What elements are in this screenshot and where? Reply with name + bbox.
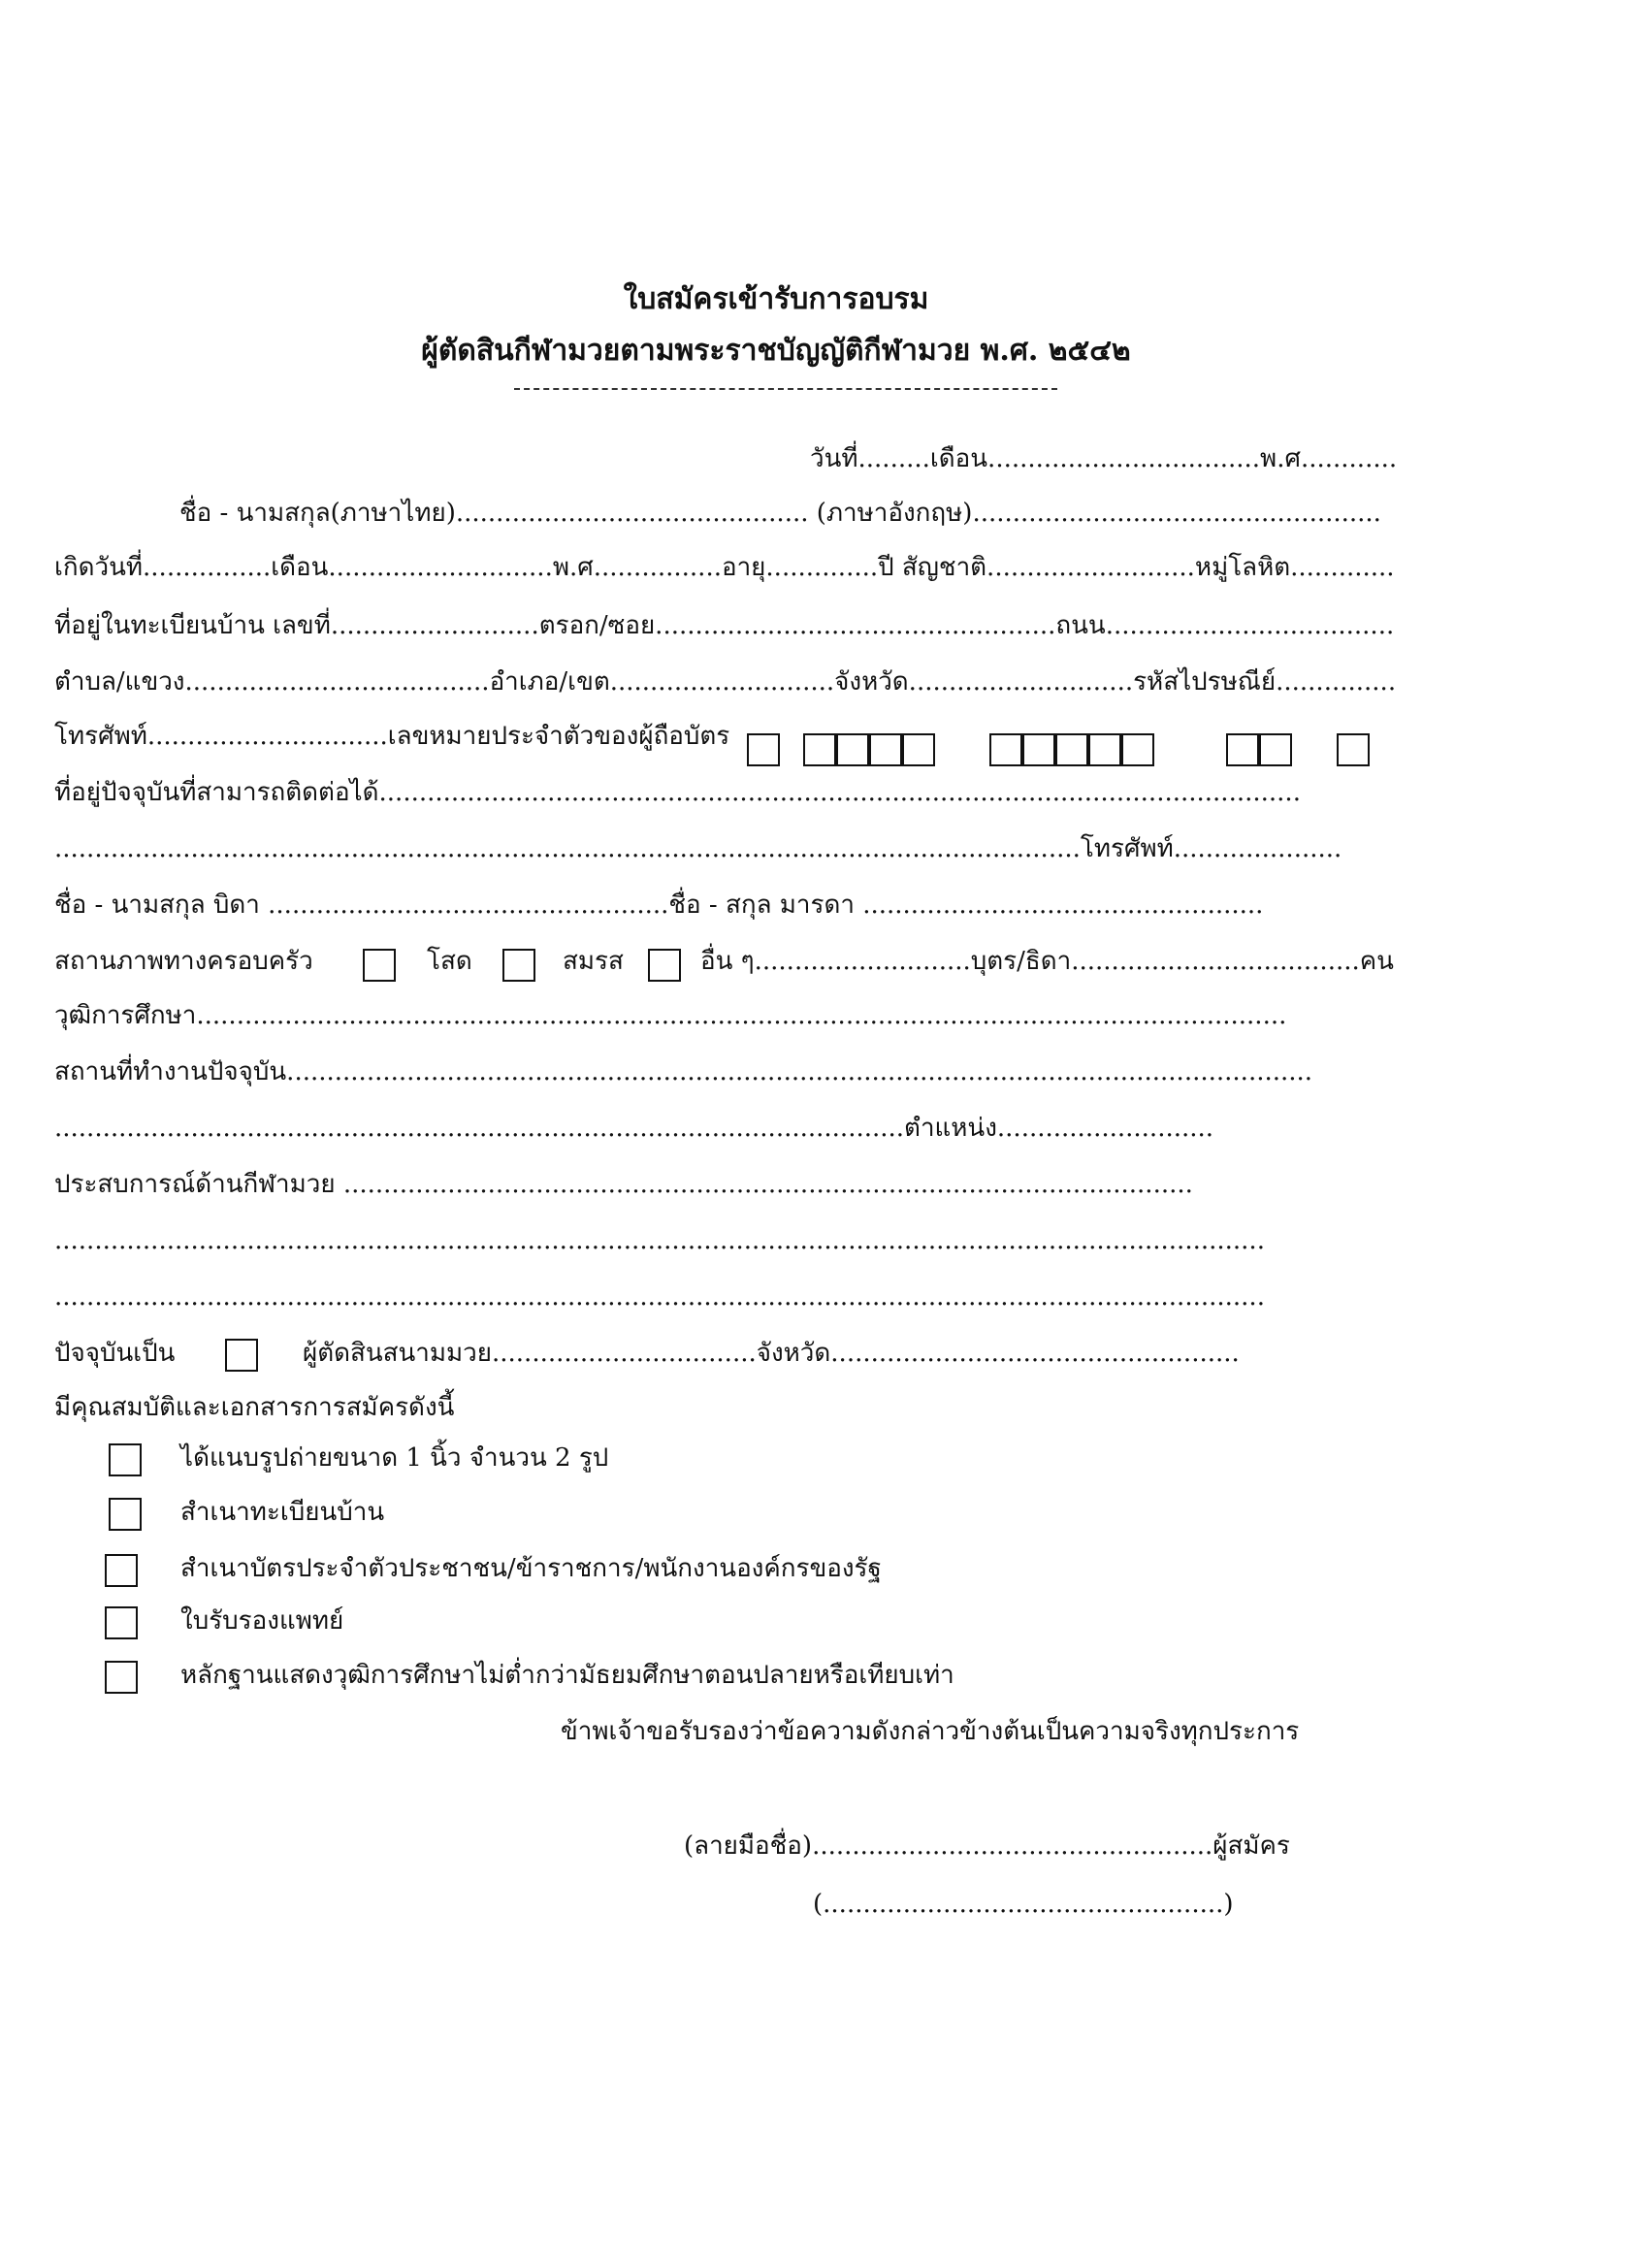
certification-statement: ข้าพเจ้าขอรับรองว่าข้อความดังกล่าวข้างต้นเป็นความจริงทุกประการ bbox=[561, 1717, 1300, 1746]
phone-id-line[interactable]: โทรศัพท์..............................เลขหมายประจำตัวของผู้ถือบัตร bbox=[54, 722, 730, 751]
id-digit-box[interactable] bbox=[1226, 733, 1259, 766]
signature-name-line[interactable]: (..................................................) bbox=[813, 1890, 1234, 1919]
marital-single-label: โสด bbox=[427, 947, 472, 976]
current-referee-line[interactable]: ผู้ตัดสินสนามมวย.................................จังหวัด................................................... bbox=[303, 1339, 1240, 1368]
document-medical-certificate-label: ใบรับรองแพทย์ bbox=[180, 1606, 344, 1636]
education-line[interactable]: วุฒิการศึกษา........................................................................................................................................ bbox=[54, 1001, 1287, 1030]
id-digit-box[interactable] bbox=[989, 733, 1022, 766]
document-house-registration-label: สำเนาทะเบียนบ้าน bbox=[180, 1498, 385, 1527]
current-role-label: ปัจจุบันเป็น bbox=[54, 1339, 176, 1368]
parents-line[interactable]: ชื่อ - นามสกุล บิดา ..................................................ชื่อ - สกุล มารดา .................................................. bbox=[54, 891, 1264, 920]
id-digit-box[interactable] bbox=[1259, 733, 1292, 766]
birth-line[interactable]: เกิดวันที่................เดือน............................พ.ศ................อายุ..............ปี สัญชาติ..........................หมู่โลหิต............. bbox=[54, 553, 1395, 582]
document-photo-label: ได้แนบรูปถ่ายขนาด 1 นิ้ว จำนวน 2 รูป bbox=[180, 1443, 609, 1473]
id-digit-box[interactable] bbox=[803, 733, 836, 766]
title-divider bbox=[514, 388, 1057, 390]
contact-phone-line[interactable]: ................................................................................................................................โทรศัพท์..................... bbox=[54, 834, 1342, 863]
id-digit-box[interactable] bbox=[1337, 733, 1370, 766]
current-referee-checkbox[interactable] bbox=[225, 1339, 258, 1372]
marital-married-checkbox[interactable] bbox=[502, 949, 535, 982]
id-digit-box[interactable] bbox=[747, 733, 780, 766]
experience-continuation-line[interactable]: ....................................................................................................................................................... bbox=[54, 1226, 1265, 1255]
name-line[interactable]: ชื่อ - นามสกุล(ภาษาไทย)............................................ (ภาษาอังกฤษ)................................................... bbox=[179, 499, 1381, 528]
document-house-registration-checkbox[interactable] bbox=[109, 1498, 142, 1531]
experience-line[interactable]: ประสบการณ์ด้านกีฬามวย .......................................................................................................... bbox=[54, 1170, 1193, 1199]
id-digit-box[interactable] bbox=[836, 733, 869, 766]
marital-single-checkbox[interactable] bbox=[363, 949, 396, 982]
experience-continuation-line[interactable]: ....................................................................................................................................................... bbox=[54, 1282, 1265, 1312]
marital-status-label: สถานภาพทางครอบครัว bbox=[54, 947, 313, 976]
id-digit-box[interactable] bbox=[1055, 733, 1088, 766]
id-digit-box[interactable] bbox=[1022, 733, 1055, 766]
id-digit-box[interactable] bbox=[869, 733, 902, 766]
document-id-card-checkbox[interactable] bbox=[105, 1554, 138, 1587]
address-line[interactable]: ที่อยู่ในทะเบียนบ้าน เลขที่..........................ตรอก/ซอย..................................................ถนน.................................... bbox=[54, 611, 1395, 640]
marital-other-line[interactable]: อื่น ๆ...........................บุตร/ธิดา....................................คน bbox=[700, 947, 1394, 976]
form-subtitle: ผู้ตัดสินกีฬามวยตามพระราชบัญญัติกีฬามวย พ.ศ. ๒๕๔๒ bbox=[421, 334, 1131, 368]
id-digit-box[interactable] bbox=[1088, 733, 1121, 766]
id-digit-box[interactable] bbox=[1121, 733, 1154, 766]
document-id-card-label: สำเนาบัตรประจำตัวประชาชน/ข้าราชการ/พนักงานองค์กรของรัฐ bbox=[180, 1554, 882, 1583]
date-line[interactable]: วันที่.........เดือน..................................พ.ศ............ bbox=[810, 444, 1398, 473]
form-title: ใบสมัครเข้ารับการอบรม bbox=[623, 282, 929, 316]
id-digit-box[interactable] bbox=[902, 733, 935, 766]
district-line[interactable]: ตำบล/แขวง......................................อำเภอ/เขต............................จังหวัด............................รหัสไปรษณีย์............... bbox=[54, 667, 1397, 697]
document-photo-checkbox[interactable] bbox=[109, 1443, 142, 1476]
document-medical-certificate-checkbox[interactable] bbox=[105, 1606, 138, 1639]
position-line[interactable]: ..........................................................................................................ตำแหน่ง........................... bbox=[54, 1114, 1214, 1143]
marital-other-checkbox[interactable] bbox=[648, 949, 681, 982]
qualifications-heading: มีคุณสมบัติและเอกสารการสมัครดังนี้ bbox=[54, 1393, 455, 1422]
contact-address-line[interactable]: ที่อยู่ปัจจุบันที่สามารถติดต่อได้................................................................................................................... bbox=[54, 778, 1301, 807]
workplace-line[interactable]: สถานที่ทำงานปัจจุบัน................................................................................................................................ bbox=[54, 1057, 1313, 1086]
signature-line[interactable]: (ลายมือชื่อ)..................................................ผู้สมัคร bbox=[684, 1831, 1290, 1861]
marital-married-label: สมรส bbox=[563, 947, 624, 976]
document-education-proof-checkbox[interactable] bbox=[105, 1661, 138, 1694]
document-education-proof-label: หลักฐานแสดงวุฒิการศึกษาไม่ต่ำกว่ามัธยมศึกษาตอนปลายหรือเทียบเท่า bbox=[180, 1661, 954, 1690]
